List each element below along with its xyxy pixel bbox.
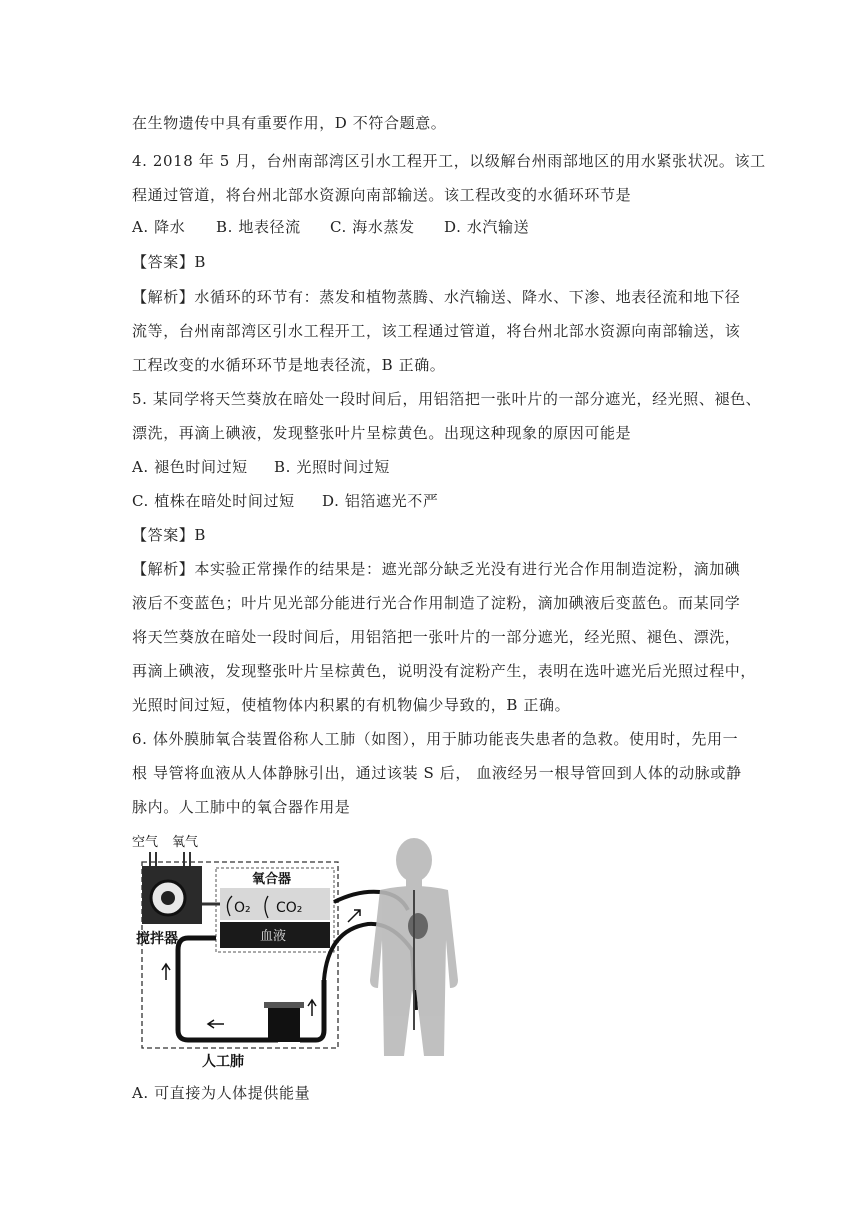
- q4-analysis-line3: 工程改变的水循环环节是地表径流，B 正确。: [132, 356, 446, 374]
- q4-answer: 【答案】B: [132, 253, 207, 271]
- artificial-lung-label: 人工肺: [202, 1054, 244, 1070]
- q6-stem-line3: 脉内。人工肺中的氧合器作用是: [132, 798, 351, 816]
- q4-analysis-line1: 【解析】水循环的环节有：蒸发和植物蒸腾、水汽输送、降水、下渗、地表径流和地下径: [132, 288, 741, 306]
- heart-icon: [408, 913, 428, 939]
- oxygen-label: 氧气: [172, 835, 199, 850]
- return-tube-left: [178, 968, 278, 1040]
- air-label: 空气: [132, 835, 159, 850]
- oxygenator-label: 氧合器: [252, 872, 292, 887]
- blood-label: 血液: [260, 929, 287, 944]
- o2-label: O₂: [234, 900, 251, 916]
- q4-option-a: A. 降水: [132, 218, 186, 236]
- diagonal-flow-arrow: [348, 910, 360, 922]
- q5-option-c: C. 植株在暗处时间过短: [132, 492, 295, 510]
- q5-analysis-line3: 将天竺葵放在暗处一段时间后，用铝箔把一张叶片的一部分遮光，经光照、褪色、漂洗，: [132, 628, 741, 646]
- q5-analysis-line1: 【解析】本实验正常操作的结果是：遮光部分缺乏光没有进行光合作用制造淀粉，滴加碘: [132, 560, 741, 578]
- q5-option-d: D. 铝箔遮光不严: [322, 492, 439, 510]
- q4-option-d: D. 水汽输送: [444, 218, 530, 236]
- q4-option-c: C. 海水蒸发: [330, 218, 415, 236]
- stirrer-label: 搅拌器: [136, 931, 178, 947]
- left-flow-arrow: [208, 1020, 224, 1028]
- q4-stem-line1: 4. 2018 年 5 月，台州南部湾区引水工程开工，以级解台州雨部地区的用水紧张状况。该工: [132, 152, 766, 170]
- co2-label: CO₂: [276, 900, 303, 916]
- q5-analysis-line4: 再滴上碘液，发现整张叶片呈棕黄色，说明没有淀粉产生，表明在选叶遮光后光照过程中，: [132, 662, 757, 680]
- q4-analysis-line2: 流等，台州南部湾区引水工程开工，该工程通过管道，将台州北部水资源向南部输送，该: [132, 322, 741, 340]
- q5-option-a: A. 褪色时间过短: [132, 458, 248, 476]
- venous-flow-arrow: [308, 1000, 316, 1016]
- q5-answer: 【答案】B: [132, 526, 207, 544]
- q5-analysis-line5: 光照时间过短，使植物体内积累的有机物偏少导致的，B 正确。: [132, 696, 571, 714]
- stirrer-core: [161, 891, 175, 905]
- q6-stem-line1: 6. 体外膜肺氧合装置俗称人工肺（如图），用于肺功能丧失患者的急救。使用时，先用一: [132, 730, 739, 748]
- q5-analysis-line2: 液后不变蓝色；叶片见光部分能进行光合作用制造了淀粉，滴加碘液后变蓝色。而某同学: [132, 594, 741, 612]
- q5-stem-line1: 5. 某同学将天竺葵放在暗处一段时间后，用铝箔把一张叶片的一部分遮光，经光照、褪色、: [132, 390, 762, 408]
- q4-stem-line2: 程通过管道，将台州北部水资源向南部输送。该工程改变的水循环环节是: [132, 186, 632, 204]
- q6-option-a: A. 可直接为人体提供能量: [132, 1084, 311, 1102]
- previous-answer-tail: 在生物遗传中具有重要作用，D 不符合题意。: [132, 114, 447, 132]
- artificial-lung-figure: [128, 830, 468, 1070]
- q6-stem-line2: 根 导管将血液从人体静脉引出，通过该装 S 后， 血液经另一根导管回到人体的动脉或静: [132, 764, 742, 782]
- up-flow-arrow: [162, 964, 170, 980]
- q4-option-b: B. 地表径流: [216, 218, 301, 236]
- reservoir-rim: [264, 1002, 304, 1008]
- blood-reservoir: [268, 1006, 300, 1042]
- q5-stem-line2: 漂洗，再滴上碘液，发现整张叶片呈棕黄色。出现这种现象的原因可能是: [132, 424, 632, 442]
- q5-option-b: B. 光照时间过短: [274, 458, 390, 476]
- tube-to-oxygenator: [178, 938, 216, 968]
